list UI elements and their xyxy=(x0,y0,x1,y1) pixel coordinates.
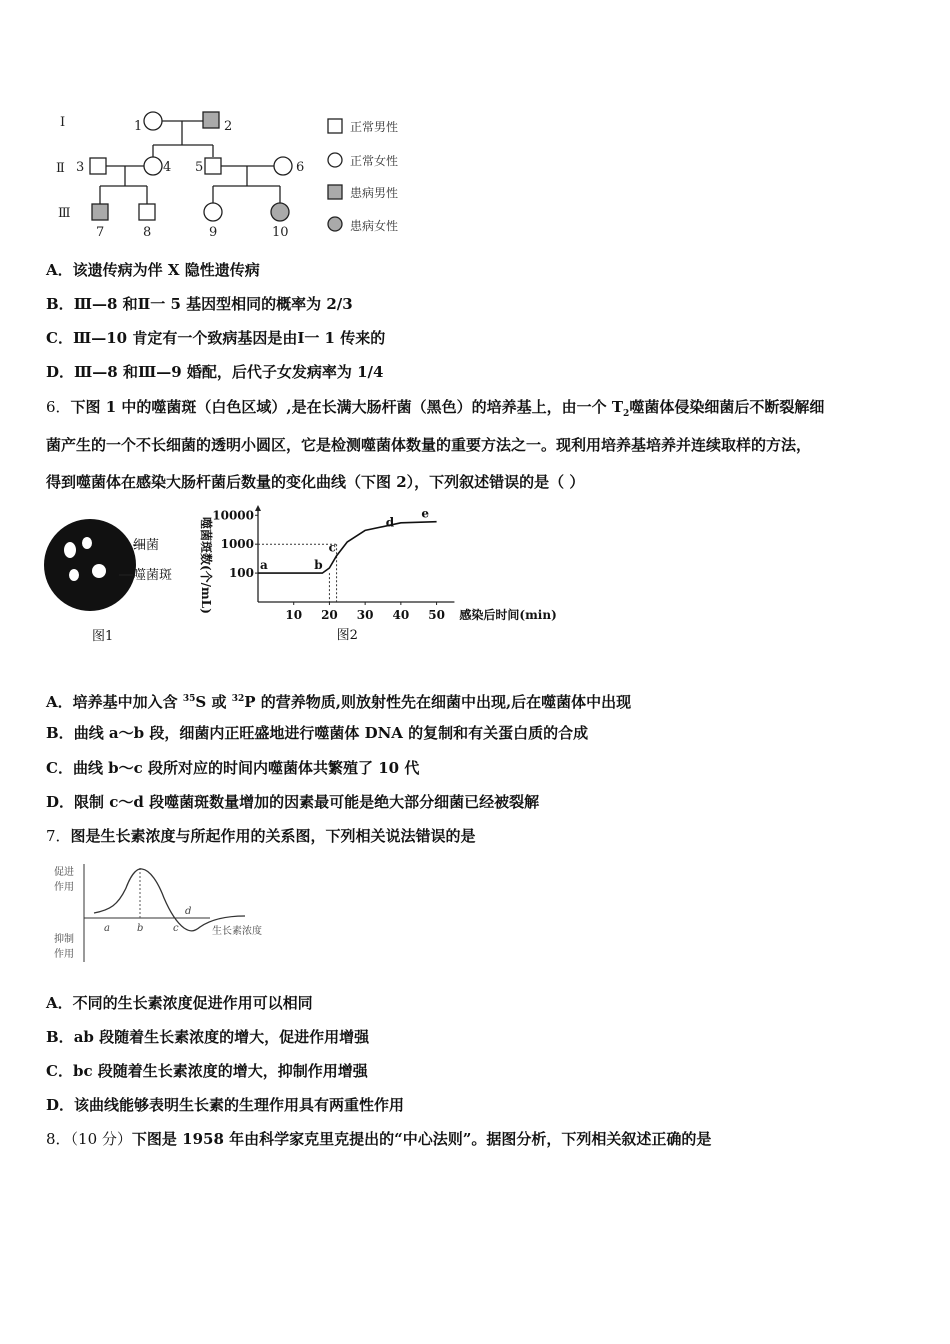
gen-label-2: Ⅱ xyxy=(56,161,65,176)
q7-option-c: C．bc 段随着生长素浓度的增大，抑制作用增强 xyxy=(46,1062,368,1080)
svg-text:9: 9 xyxy=(209,225,218,240)
q7-option-d: D．该曲线能够表明生长素的生理作用具有两重性作用 xyxy=(46,1096,405,1114)
point-label-a: a xyxy=(260,558,268,573)
fig1-plate xyxy=(40,515,190,650)
fig1-label-plaque: 噬菌斑 xyxy=(133,568,173,583)
q6-stem-line2: 菌产生的一个不长细菌的透明小圆区，它是检测噬菌体数量的重要方法之一。现利用培养基培养并连续取样的方法， xyxy=(46,436,812,454)
x-tick-label-1: 20 xyxy=(321,608,338,622)
legend-affected-female: 患病女性 xyxy=(350,219,399,233)
individual-10 xyxy=(271,203,289,221)
q7-curve xyxy=(94,869,245,931)
individual-6 xyxy=(274,157,292,175)
x-tick-label-3: 40 xyxy=(392,608,410,622)
individual-2 xyxy=(203,112,219,128)
q5-option-c: C．Ⅲ—10 肯定有一个致病基因是由Ⅰ一 1 传来的 xyxy=(46,329,386,347)
q7-option-a: A．不同的生长素浓度促进作用可以相同 xyxy=(46,994,313,1012)
point-label-e: e xyxy=(421,506,430,521)
q7-point-a: a xyxy=(104,923,110,934)
svg-text:2: 2 xyxy=(224,119,233,134)
y-axis-label: 噬菌斑数(个/mL) xyxy=(199,517,213,614)
y-tick-label-0: 100 xyxy=(228,566,254,581)
q6-stem-line1: 6．下图 1 中的噬菌斑（白色区域）,是在长满大肠杆菌（黑色）的培养基上，由一个 $T_2$噬菌体侵染细菌后不断裂解细 xyxy=(46,398,825,419)
q7-stem: 7．图是生长素浓度与所起作用的关系图，下列相关说法错误的是 xyxy=(46,827,476,845)
svg-text:6: 6 xyxy=(296,160,305,175)
svg-text:7: 7 xyxy=(96,225,105,240)
fig1-label-bacteria: 细菌 xyxy=(133,538,160,553)
q7-point-d: d xyxy=(185,906,192,917)
individual-9 xyxy=(204,203,222,221)
q7-inhibit-1: 抑制 xyxy=(54,934,74,945)
q6-option-b: B．曲线 a～b 段，细菌内正旺盛地进行噬菌体 DNA 的复制和有关蛋白质的合成 xyxy=(46,724,589,742)
legend-affected-female-icon xyxy=(328,217,342,231)
q7-option-b: B．ab 段随着生长素浓度的增大，促进作用增强 xyxy=(46,1028,370,1046)
svg-text:10: 10 xyxy=(272,225,289,240)
gen-label-1: Ⅰ xyxy=(60,115,66,130)
svg-text:8: 8 xyxy=(143,225,152,240)
q7-point-b: b xyxy=(137,923,144,934)
legend-affected-male-icon xyxy=(328,185,342,199)
svg-text:4: 4 xyxy=(163,160,172,175)
legend-normal-male: 正常男性 xyxy=(350,120,399,134)
point-label-c: c xyxy=(328,540,336,555)
q5-option-a: A．该遗传病为伴 X 隐性遗传病 xyxy=(46,261,260,279)
individual-4 xyxy=(144,157,162,175)
series-line-0 xyxy=(258,522,437,573)
pedigree-figure xyxy=(50,100,420,240)
fig2-chart xyxy=(190,505,557,655)
individual-5 xyxy=(205,158,221,174)
y-axis-arrow xyxy=(255,505,261,511)
x-tick-label-0: 10 xyxy=(285,608,303,622)
q5-option-d: D．Ⅲ—8 和Ⅲ—9 婚配，后代子女发病率为 1/4 xyxy=(46,363,384,381)
x-axis-label: 感染后时间(min) xyxy=(459,608,557,622)
point-label-d: d xyxy=(385,515,395,530)
individual-8 xyxy=(139,204,155,220)
q6-option-a: A．培养基中加入含 $^{35}$S 或 $^{32}$P 的营养物质,则放射性先在细菌中出现,后在噬菌体中出现 xyxy=(46,693,632,711)
q6-option-d: D．限制 c～d 段噬菌斑数量增加的因素最可能是绝大部分细菌已经被裂解 xyxy=(46,793,540,811)
y-tick-label-2: 10000 xyxy=(212,508,254,523)
q5-option-b: B．Ⅲ—8 和Ⅱ一 5 基因型相同的概率为 2/3 xyxy=(46,295,353,313)
individual-3 xyxy=(90,158,106,174)
q7-point-c: c xyxy=(173,923,179,934)
legend-normal-female-icon xyxy=(328,153,342,167)
legend-affected-male: 患病男性 xyxy=(350,186,399,200)
gen-label-3: Ⅲ xyxy=(58,206,71,221)
fig1-caption: 图1 xyxy=(92,629,114,644)
q6-option-c: C．曲线 b～c 段所对应的时间内噬菌体共繁殖了 10 代 xyxy=(46,759,420,777)
y-tick-label-1: 1000 xyxy=(220,537,254,552)
legend-normal-male-icon xyxy=(328,119,342,133)
q6-stem-line3: 得到噬菌体在感染大肠杆菌后数量的变化曲线（下图 2），下列叙述错误的是（ ） xyxy=(46,473,585,491)
x-tick-label-4: 50 xyxy=(428,608,445,622)
x-tick-label-2: 30 xyxy=(356,608,374,622)
q7-promote-1: 促进 xyxy=(54,867,74,878)
point-label-b: b xyxy=(314,558,323,573)
individual-1 xyxy=(144,112,162,130)
q7-inhibit-2: 作用 xyxy=(54,949,74,960)
q7-promote-2: 作用 xyxy=(54,882,74,893)
svg-text:3: 3 xyxy=(76,160,85,175)
q7-graph xyxy=(50,860,280,970)
q7-xlabel: 生长素浓度 xyxy=(212,926,262,937)
svg-text:1: 1 xyxy=(134,119,143,134)
individual-7 xyxy=(92,204,108,220)
q8-stem: 8．（10 分）下图是 1958 年由科学家克里克提出的“中心法则”。据图分析，下列相关叙述正确的是 xyxy=(46,1130,712,1148)
svg-text:5: 5 xyxy=(195,160,204,175)
chart-title: 图2 xyxy=(336,628,358,643)
plate-icon xyxy=(44,519,136,611)
legend-normal-female: 正常女性 xyxy=(350,154,399,168)
